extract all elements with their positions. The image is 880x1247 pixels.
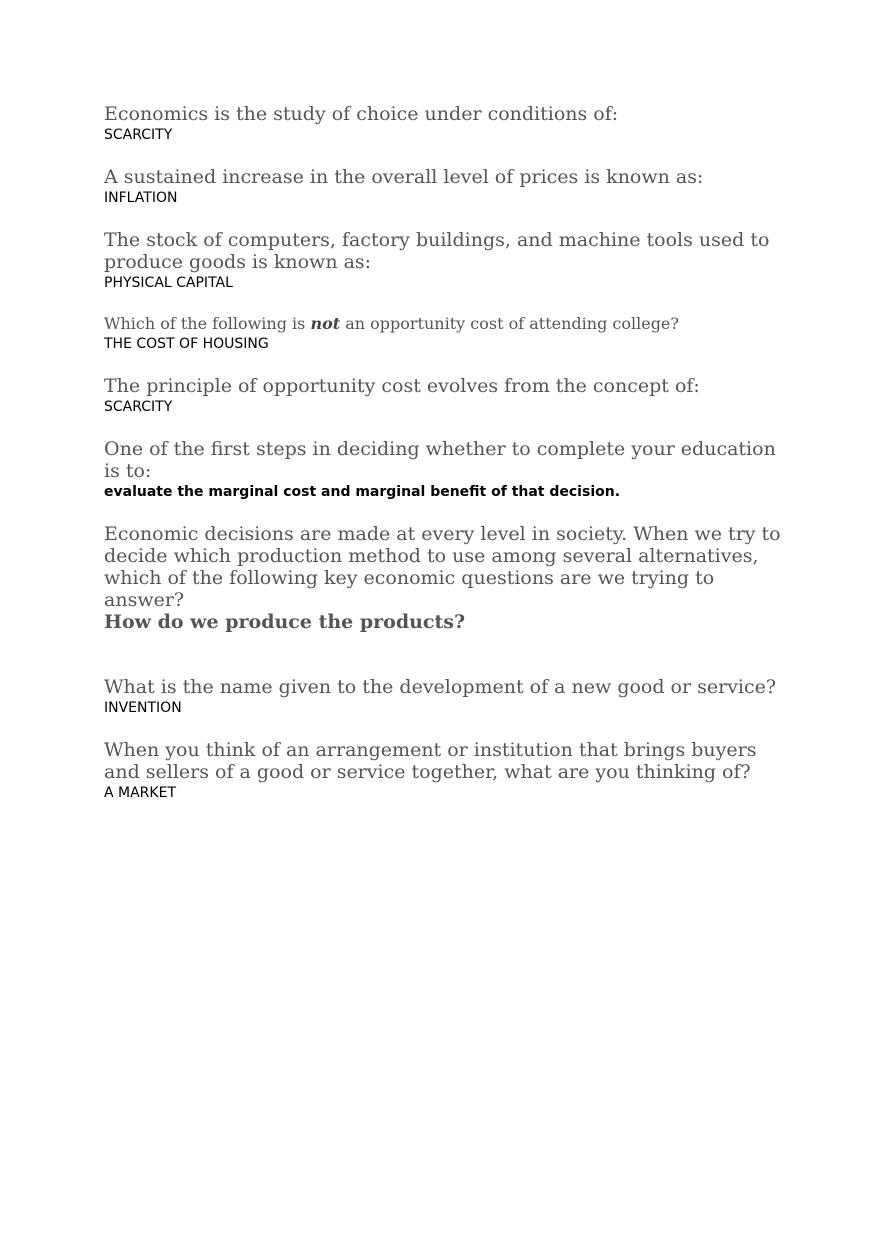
document-page xyxy=(104,103,784,803)
qa-item-3 xyxy=(104,229,784,293)
question-text: Economics is the study of choice under conditions of: xyxy=(104,103,619,125)
question-text: What is the name given to the development of a new good or service? xyxy=(104,676,777,698)
answer-text: SCARCITY xyxy=(104,127,173,143)
qa-item-8 xyxy=(104,676,784,718)
answer-text: INFLATION xyxy=(104,190,178,206)
answer-text: THE COST OF HOUSING xyxy=(104,336,269,352)
answer-text: SCARCITY xyxy=(104,399,173,415)
answer-text: How do we produce the products? xyxy=(104,611,466,633)
qa-item-7 xyxy=(104,523,784,633)
question-text: One of the first steps in deciding whether to complete your education is to: xyxy=(104,438,776,482)
qa-item-6 xyxy=(104,438,784,502)
qa-item-9 xyxy=(104,739,784,803)
question-text-before: Which of the following is xyxy=(104,314,311,333)
qa-item-5 xyxy=(104,375,784,417)
question-text: When you think of an arrangement or institution that brings buyers and sellers of a good or service together, what are you thinking of? xyxy=(104,739,757,783)
answer-text: evaluate the marginal cost and marginal benefit of that decision. xyxy=(104,484,621,500)
qa-item-2 xyxy=(104,166,784,208)
question-text: Economic decisions are made at every level in society. When we try to decide which production method to use among several alternatives, which of the following key economic questions are we trying to answer? xyxy=(104,523,781,611)
question-emphasis: not xyxy=(310,314,341,333)
answer-text: INVENTION xyxy=(104,700,182,716)
question-text: The principle of opportunity cost evolves from the concept of: xyxy=(104,375,700,397)
qa-item-1 xyxy=(104,103,784,145)
answer-text: PHYSICAL CAPITAL xyxy=(104,275,233,291)
question-text-after: an opportunity cost of attending college? xyxy=(340,314,679,333)
answer-text: A MARKET xyxy=(104,785,176,801)
question-text: The stock of computers, factory buildings, and machine tools used to produce goods is known as: xyxy=(104,229,770,273)
question-text: A sustained increase in the overall level of prices is known as: xyxy=(104,166,704,188)
question-text xyxy=(104,314,784,334)
qa-item-4 xyxy=(104,314,784,354)
